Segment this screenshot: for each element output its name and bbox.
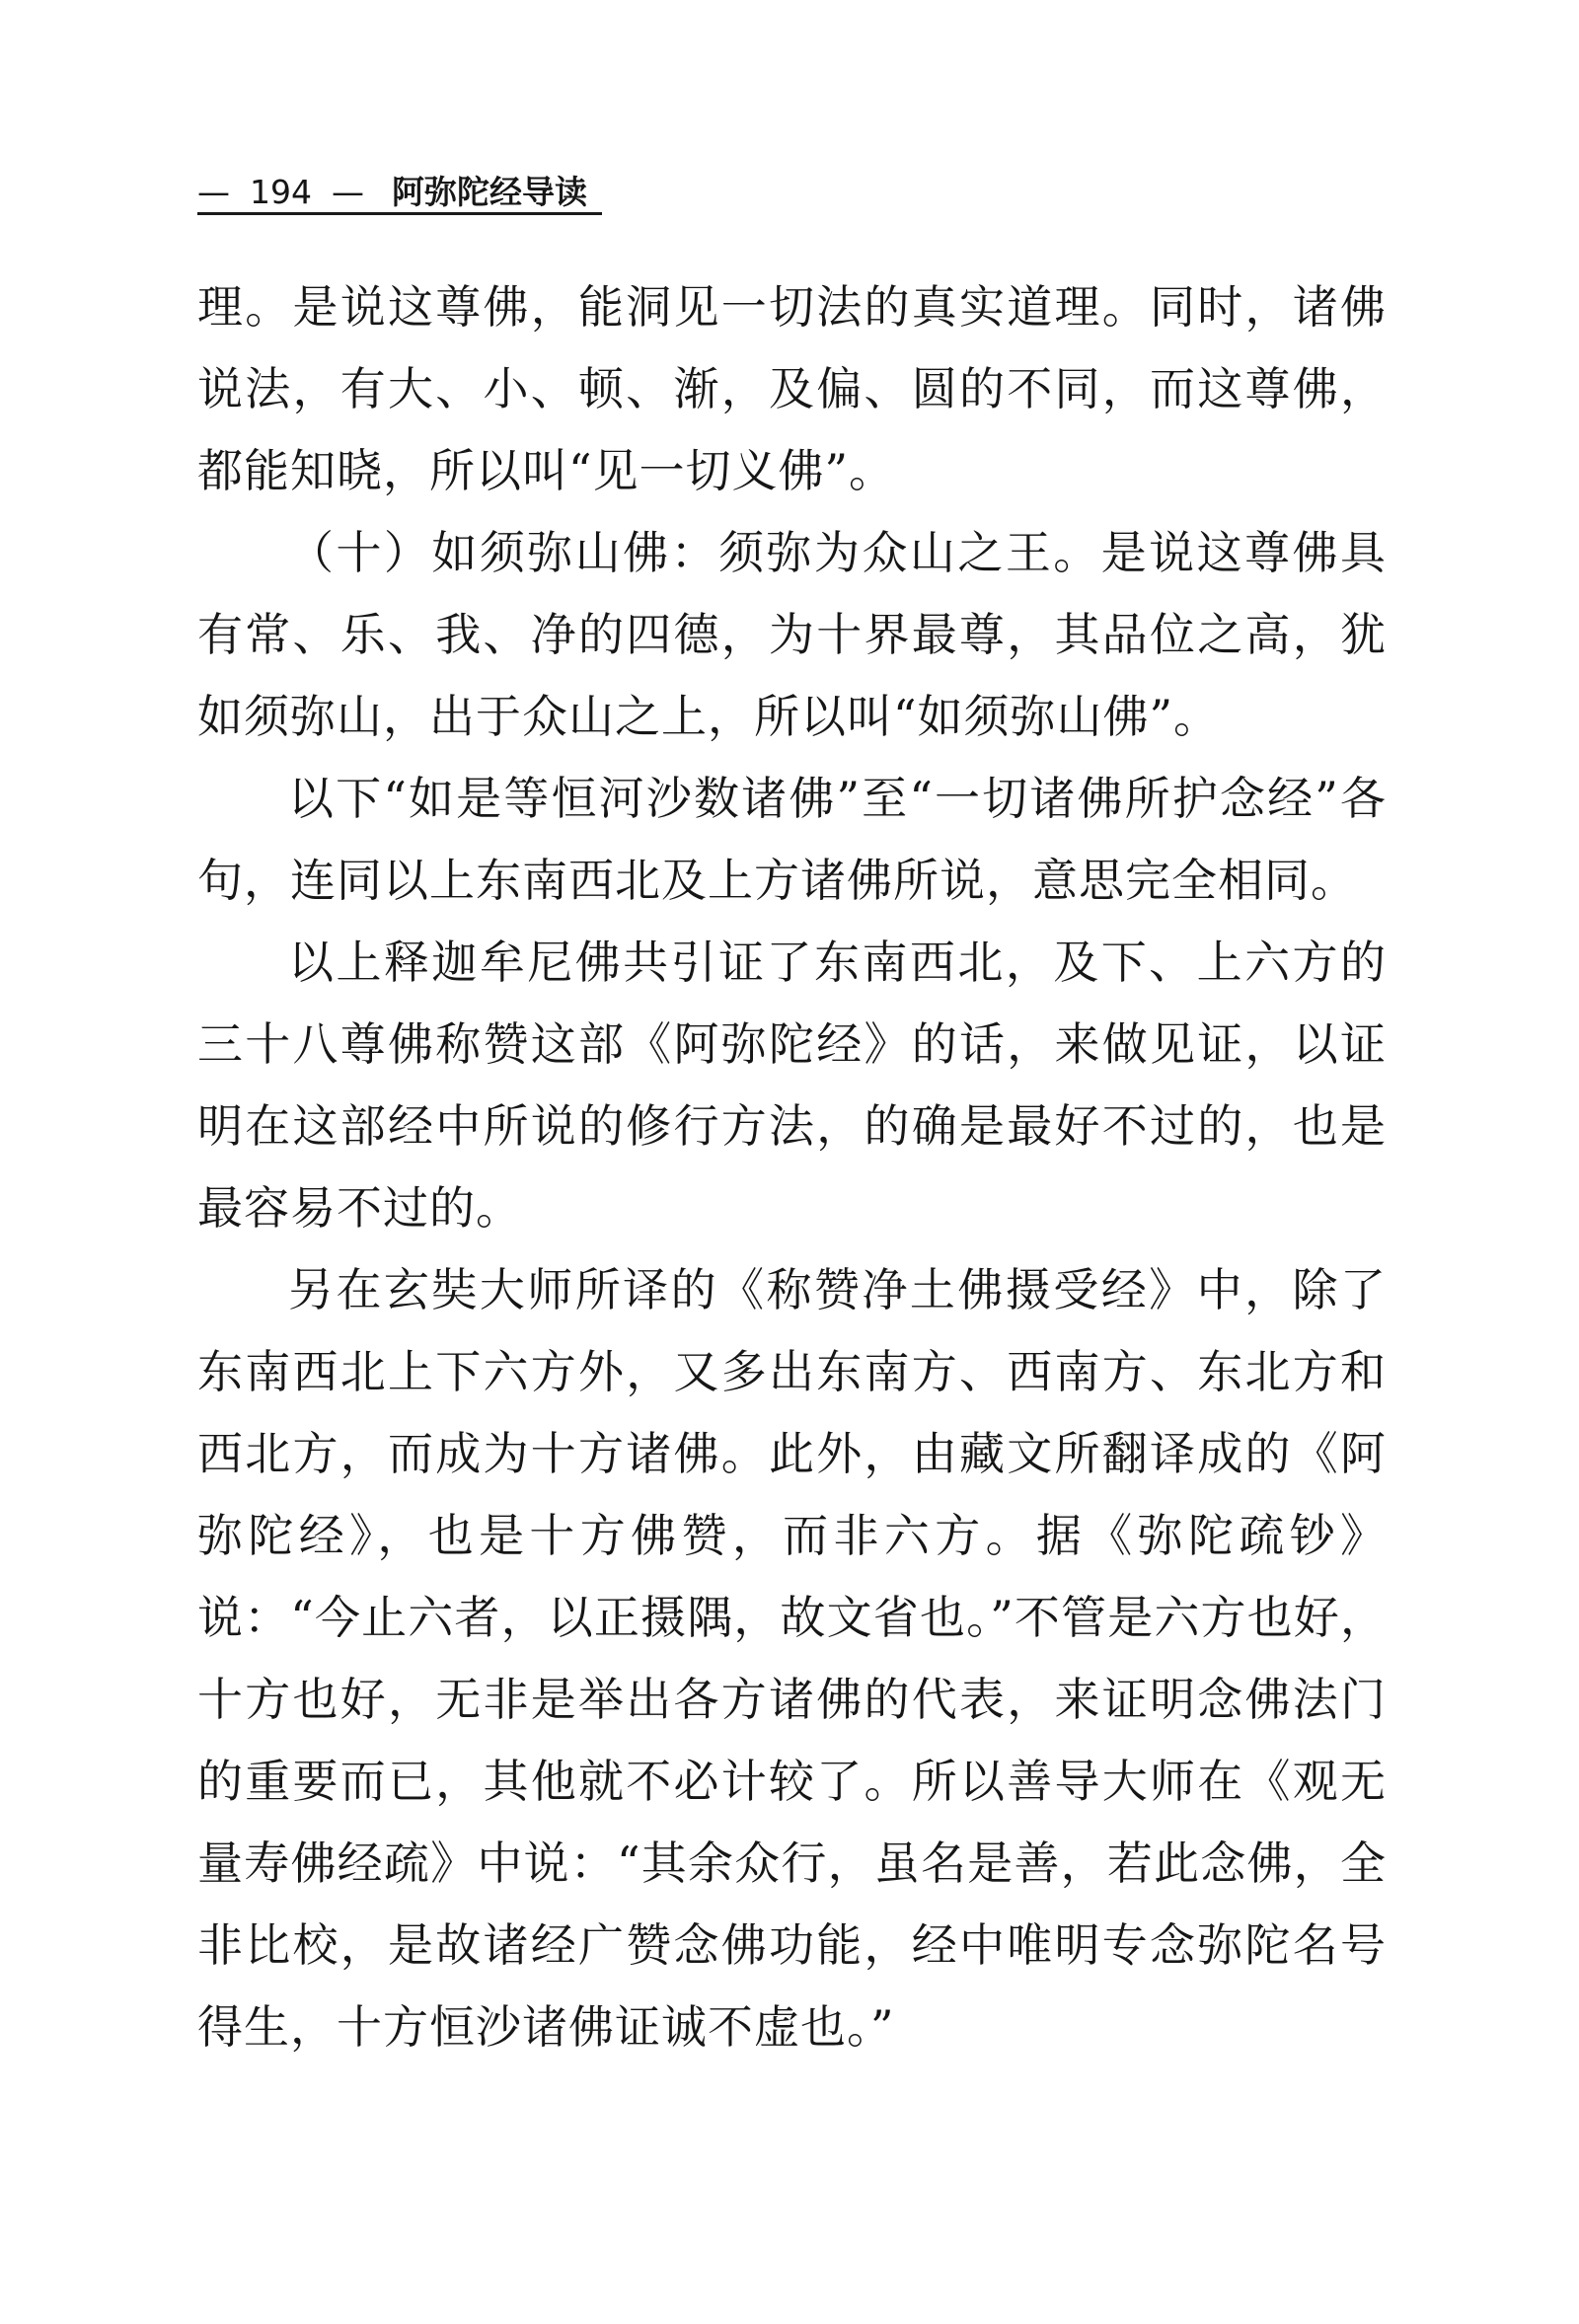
paragraph: 以下“如是等恒河沙数诸佛”至“一切诸佛所护念经”各句，连同以上东南西北及上方诸佛所说，意思完全相同。 — [197, 772, 1387, 907]
paragraph: 以上释迦牟尼佛共引证了东南西北，及下、上六方的三十八尊佛称赞这部《阿弥陀经》的话，来做见证，以证明在这部经中所说的修行方法，的确是最好不过的，也是最容易不过的。 — [197, 936, 1387, 1235]
page-number: 194 — [250, 173, 312, 211]
header-dash-right: — — [332, 173, 364, 211]
paragraph-continued: 理。是说这尊佛，能洞见一切法的真实道理。同时，诸佛说法，有大、小、顿、渐，及偏、圆的不同，而这尊佛，都能知晓，所以叫“见一切义佛”。 — [197, 280, 1387, 497]
running-header — [197, 166, 602, 215]
header-dash-left: — — [197, 173, 230, 211]
body-text — [197, 266, 1387, 2068]
paragraph: （十）如须弥山佛：须弥为众山之王。是说这尊佛具有常、乐、我、净的四德，为十界最尊，其品位之高，犹如须弥山，出于众山之上，所以叫“如须弥山佛”。 — [197, 526, 1387, 743]
paragraph: 另在玄奘大师所译的《称赞净土佛摄受经》中，除了东南西北上下六方外，又多出东南方、西南方、东北方和西北方，而成为十方诸佛。此外，由藏文所翻译成的《阿弥陀经》，也是十方佛赞，而非六方。据《弥陀疏钞》说：“今止六者，以正摄隅，故文省也。”不管是六方也好，十方也好，无非是举出各方诸佛的代表，来证明念佛法门的重要而已，其他就不必计较了。所以善导大师在《观无量寿佛经疏》中说：“其余众行，虽名是善，若此念佛，全非比校，是故诸经广赞念佛功能，经中唯明专念弥陀名号得生，十方恒沙诸佛证诚不虚也。” — [197, 1263, 1387, 2054]
book-title: 阿弥陀经导读 — [392, 173, 587, 211]
